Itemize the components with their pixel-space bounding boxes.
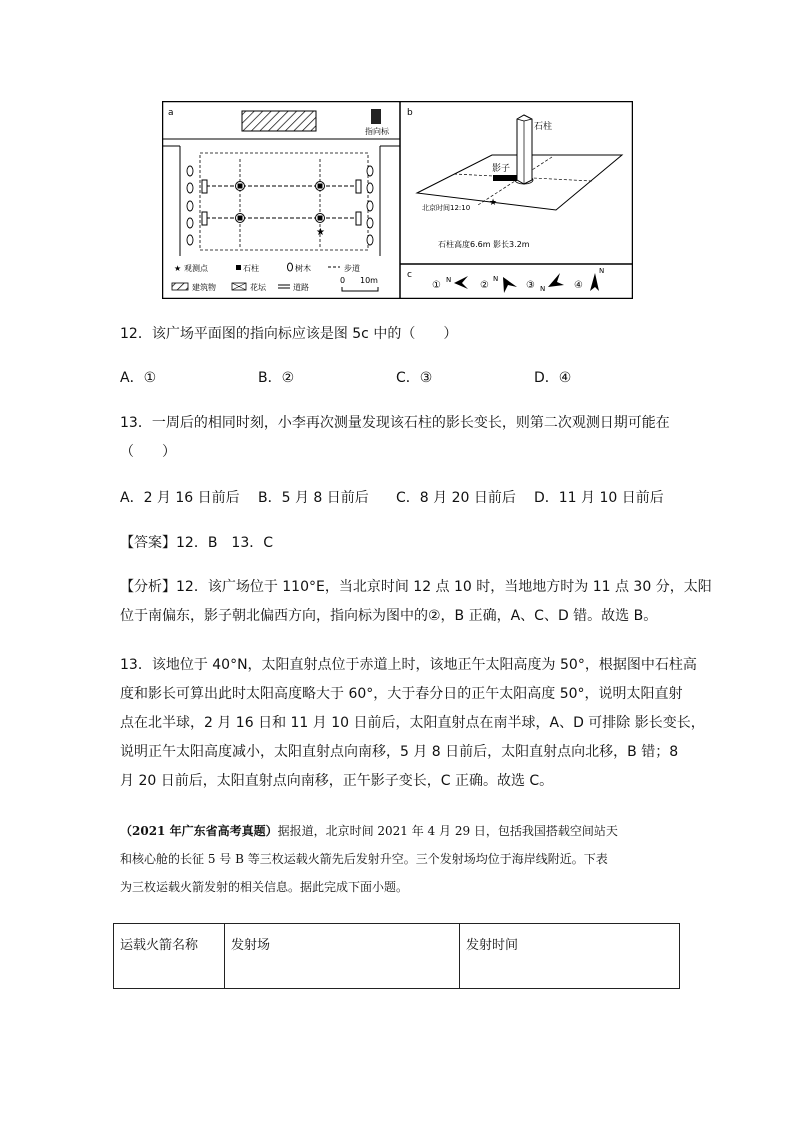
analysis-p1-line-2: 位于南偏东，影子朝北偏西方向，指向标为图中的②，B 正确，A、C、D 错。故选 B。	[120, 608, 658, 624]
north-marker-icon	[371, 109, 381, 124]
analysis-p2-line-4: 说明正午太阳高度减小，太阳直射点向南移，5 月 8 日前后，太阳直射点向北移，B 错；8	[120, 744, 679, 760]
analysis-q13	[120, 651, 705, 796]
compass-n-3: N	[540, 285, 546, 293]
q12-option-c: C．③	[396, 370, 433, 386]
panel-b-label: b	[407, 108, 413, 118]
pillar-label: 石柱	[534, 122, 553, 132]
panel-c	[407, 267, 604, 293]
svg-text:0: 0	[340, 276, 346, 285]
q13-option-a: A．2 月 16 日前后	[120, 490, 240, 506]
option-4-label: ④	[574, 280, 583, 291]
legend	[172, 263, 378, 292]
question-13-blank: （ ）	[120, 444, 176, 460]
q13-option-c: C．8 月 20 日前后	[396, 490, 516, 506]
analysis-p2-line-3: 点在北半球，2 月 16 日和 11 月 10 日前后，太阳直射点在南半球，A、D 可排除 影长变长，	[120, 715, 705, 731]
svg-text:花坛: 花坛	[250, 283, 266, 292]
question-12: 12．该广场平面图的指向标应该是图 5c 中的（ ）	[120, 326, 458, 342]
panel-a	[162, 108, 400, 292]
analysis-p2-line-1: 13．该地位于 40°N，太阳直射点位于赤道上时，该地正午太阳高度为 50°，根据图中石柱高	[120, 657, 697, 673]
header-launch-site: 发射场	[225, 924, 460, 989]
svg-text:★: ★	[174, 264, 182, 273]
stem-line-2: 和核心舱的长征 5 号 B 等三枚运载火箭先后发射升空。三个发射场均位于海岸线附近。下表	[120, 852, 608, 866]
shadow-shape	[493, 175, 517, 181]
q12-option-b: B．②	[258, 370, 295, 386]
panel-b	[407, 108, 622, 249]
header-launch-time: 发射时间	[460, 924, 680, 989]
tree-icon	[187, 166, 373, 245]
compass-n-1: N	[446, 276, 452, 284]
answer-label: 【答案】	[120, 535, 176, 551]
source-label: （2021 年广东省高考真题）	[120, 824, 278, 838]
observation-star-icon: ★	[489, 198, 498, 208]
guangdong-stem	[120, 817, 690, 901]
analysis-p2-line-2: 度和影长可算出此时太阳高度略大于 60°，大于春分日的正午太阳高度 50°，说明太阳直射	[120, 686, 683, 702]
svg-text:石柱: 石柱	[243, 264, 259, 273]
analysis-p2-line-5: 月 20 日前后，太阳直射点向南移，正午影子变长，C 正确。故选 C。	[120, 773, 554, 789]
header-rocket-name: 运载火箭名称	[114, 924, 225, 989]
svg-text:建筑物: 建筑物	[192, 283, 216, 292]
answer-line	[120, 533, 273, 553]
stem-line-3: 为三枚运载火箭发射的相关信息。据此完成下面小题。	[120, 880, 409, 894]
time-label: 北京时间12:10	[422, 204, 471, 212]
q13-option-d: D．11 月 10 日前后	[534, 490, 664, 506]
compass-n-4: N	[599, 267, 605, 275]
figure-5	[162, 101, 633, 299]
table-header-row	[114, 924, 680, 989]
observation-point-icon: ★	[316, 227, 325, 238]
building-shape	[242, 111, 316, 131]
svg-text:道路: 道路	[293, 283, 309, 292]
stem-line-1: 据报道，北京时间 2021 年 4 月 29 日，包括我国搭载空间站天	[277, 824, 618, 838]
answer-text: 12．B 13．C	[176, 535, 274, 551]
pillar-icon	[236, 182, 325, 223]
q12-option-a: A．①	[120, 370, 157, 386]
north-marker-label: 指向标	[365, 127, 389, 136]
q12-option-d: D．④	[534, 370, 572, 386]
panel-a-label: a	[168, 108, 174, 118]
compass-arrow-1-icon	[454, 276, 468, 289]
compass-n-2: N	[493, 275, 499, 283]
rocket-table	[113, 923, 680, 989]
analysis-q12	[120, 573, 712, 631]
analysis-p1-line-1: 12．该广场位于 110°E，当北京时间 12 点 10 时，当地地方时为 11 点 30 分，太阳	[176, 579, 712, 595]
panel-c-label: c	[407, 270, 412, 280]
option-3-label: ③	[526, 280, 535, 291]
option-1-label: ①	[432, 280, 441, 291]
compass-arrow-2-icon	[503, 277, 517, 293]
stone-pillar-shape	[517, 115, 532, 184]
shadow-label: 影子	[492, 164, 511, 174]
compass-arrow-3-icon	[548, 273, 564, 287]
svg-text:步道: 步道	[344, 264, 360, 273]
q13-option-b: B．5 月 8 日前后	[258, 490, 369, 506]
question-13: 13．一周后的相同时刻，小李再次测量发现该石柱的影长变长，则第二次观测日期可能在	[120, 415, 670, 431]
option-2-label: ②	[480, 280, 489, 291]
compass-arrow-4-icon	[590, 273, 599, 291]
svg-text:树木: 树木	[295, 264, 311, 273]
panel-b-caption: 石柱高度6.6m 影长3.2m	[438, 240, 530, 249]
svg-text:10m: 10m	[360, 276, 378, 285]
svg-text:观测点: 观测点	[184, 264, 208, 273]
analysis-label: 【分析】	[120, 579, 176, 595]
